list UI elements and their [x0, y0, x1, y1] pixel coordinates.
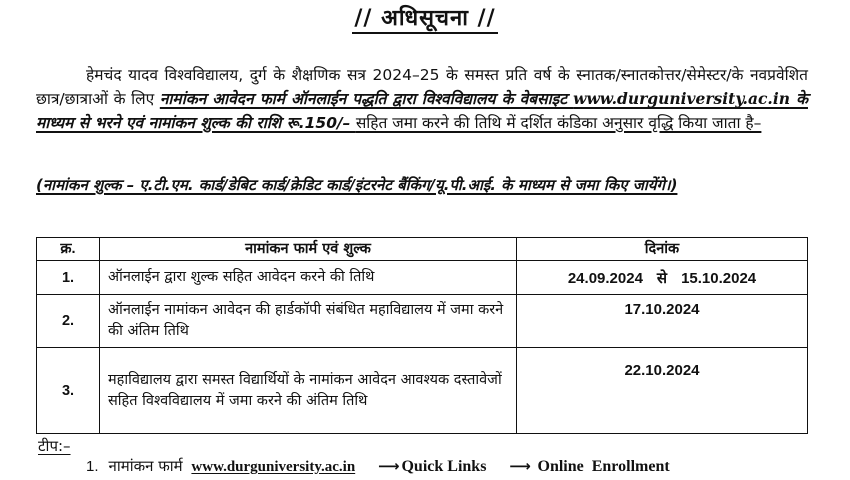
tip-website-link[interactable]: www.durguniversity.ac.in — [191, 459, 356, 475]
table-row — [37, 295, 808, 348]
tip-label: नामांकन फार्म — [108, 457, 183, 475]
header-description: नामांकन फार्म एवं शुल्क — [100, 238, 517, 261]
notice-paragraph — [36, 63, 808, 135]
row-description: ऑनलाईन द्वारा शुल्क सहित आवेदन करने की तिथि — [100, 261, 517, 295]
tip-quick-links[interactable]: Quick Links — [401, 458, 487, 475]
notice-title — [0, 4, 850, 34]
tip-item — [86, 455, 670, 478]
table-row — [37, 348, 808, 434]
row-date-range — [517, 261, 808, 295]
tips-heading: टीप:– — [38, 437, 71, 455]
row-date: 22.10.2024 — [517, 348, 808, 434]
schedule-table — [36, 237, 808, 434]
row-description: महाविद्यालय द्वारा समस्त विद्यार्थियों के नामांकन आवेदन आवश्यक दस्तावेजों सहित विश्वविद्यालय में जमा करने की अंतिम तिथि — [100, 348, 517, 434]
date-from: 24.09.2024 — [567, 269, 643, 287]
table-row — [37, 261, 808, 295]
header-serial: क्र. — [37, 238, 100, 261]
row-description: ऑनलाईन नामांकन आवेदन की हार्डकॉपी संबंधित महाविद्यालय में जमा करने की अंतिम तिथि — [100, 295, 517, 348]
row-serial: 3. — [37, 348, 100, 434]
paragraph-online-mode: नामांकन आवेदन फार्म ऑनलाईन पद्धति द्वारा विश्वविद्यालय के वेबसाइट — [159, 90, 574, 108]
row-serial: 1. — [37, 261, 100, 295]
tip-online-enrollment[interactable]: Online Enrollment — [537, 458, 670, 475]
table-header-row — [37, 238, 808, 261]
paragraph-intro: हेमचंद यादव विश्वविद्यालय, दुर्ग के शैक्षणिक सत्र 2024–25 के समस्त प्रति वर्ष के स्नातक/स्नातकोत्तर/सेमेस्टर/के नवप्रवेशित छात्र/छात्राओं के लिए — [36, 66, 808, 108]
paragraph-website-link[interactable]: www.durguniversity.ac.in — [573, 89, 790, 108]
header-date: दिनांक — [517, 238, 808, 261]
notice-title-text: // अधिसूचना // — [352, 6, 497, 34]
date-to: 15.10.2024 — [681, 269, 757, 287]
payment-note: (नामांकन शुल्क – ए.टी.एम. कार्ड/डेबिट कार्ड/क्रेडिट कार्ड/इंटरनेट बैंकिंग/यू.पी.आई. के माध्यम से जमा किए जायेंगे।) — [36, 176, 678, 194]
date-separator: से — [656, 268, 668, 287]
row-date: 17.10.2024 — [517, 295, 808, 348]
arrow-right-icon: ⟶ — [377, 457, 400, 475]
paragraph-fee-text: के माध्यम से भरने एवं नामांकन शुल्क की राशि रू.150/– — [36, 90, 808, 132]
arrow-right-icon: ⟶ — [509, 457, 531, 475]
row-serial: 2. — [37, 295, 100, 348]
paragraph-extension-text: सहित जमा करने की तिथि में दर्शित कंडिका अनुसार वृद्धि किया जाता है– — [355, 114, 762, 132]
tip-number: 1. — [86, 458, 99, 475]
